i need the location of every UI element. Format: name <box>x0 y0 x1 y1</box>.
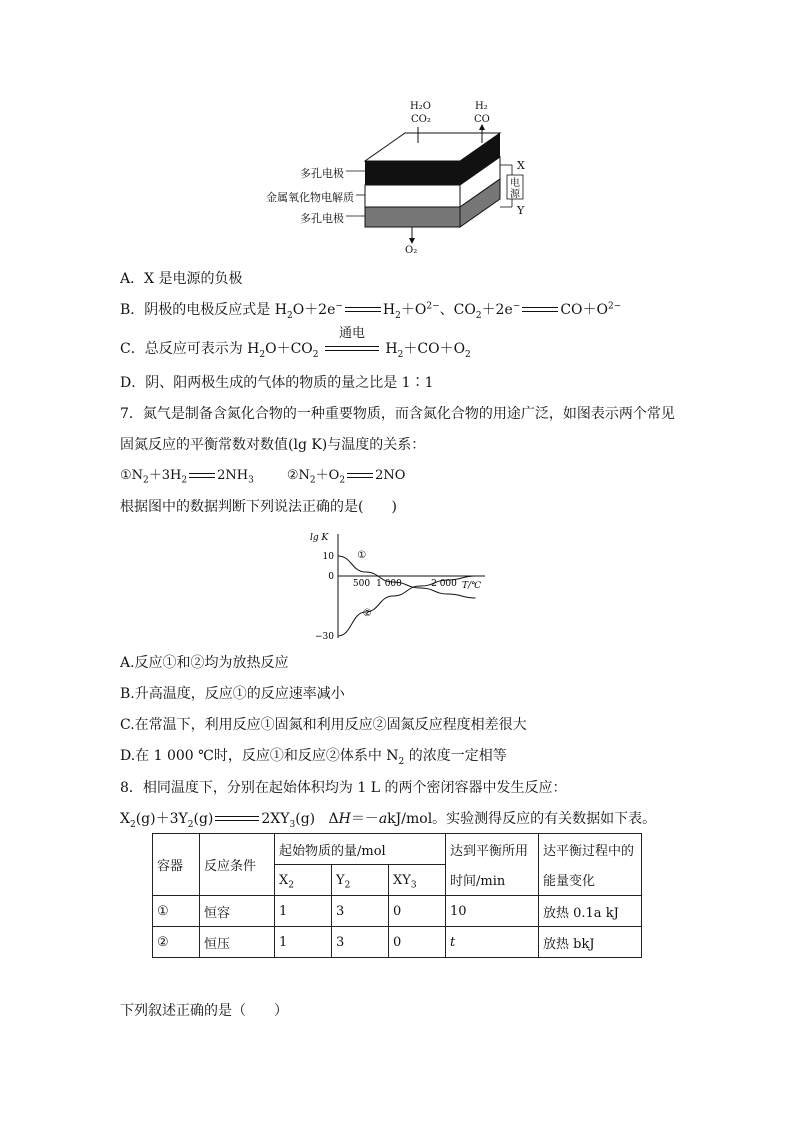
label-y: Y <box>517 204 525 217</box>
label-electrolyte: 金属氧化物电解质 <box>266 191 354 204</box>
table-row <box>153 896 642 927</box>
x-tick-label: 500 <box>352 579 371 589</box>
x-tick-label: 2 000 <box>431 579 457 589</box>
q6-option-d: D．阴、阳两极生成的气体的物质的量之比是 1∶1 <box>120 375 434 391</box>
table-header-time2: 时间/min <box>446 865 539 896</box>
q7-option-a: A.反应①和②均为放热反应 <box>120 655 289 671</box>
series-label-1: ① <box>357 550 367 561</box>
table-cell: 放热 bkJ <box>539 927 642 958</box>
table-header-xy3: $XY_3$ <box>389 865 446 896</box>
table-cell: 0 <box>389 896 446 927</box>
q8-question: 下列叙述正确的是（ ） <box>120 1003 288 1019</box>
q7-option-d: D.在 1 000 ℃时，反应①和反应②体系中 $N_2$ 的浓度一定相等 <box>120 748 507 767</box>
table-cell: ① <box>153 896 200 927</box>
table-header-start-amount: 起始物质的量/mol <box>275 834 446 865</box>
table-cell: 1 <box>275 927 332 958</box>
q7-option-c: C.在常温下，利用反应①固氮和利用反应②固氮反应程度相差很大 <box>120 717 527 733</box>
table-row <box>153 927 642 958</box>
label-x: X <box>517 159 525 172</box>
table-header-y2: $Y_2$ <box>332 865 389 896</box>
table-cell: ② <box>153 927 200 958</box>
table-cell: 恒容 <box>200 896 275 927</box>
table-cell: t <box>446 927 539 958</box>
q6-option-b: B．阴极的电极反应式是 $H_2O+2e^-$ $H_2+O^{2-}$、$CO_2+2e^-$ $CO+O^{2-}$ <box>120 301 622 321</box>
label-porous-electrode-top: 多孔电极 <box>300 167 344 180</box>
q8-stem: 8．相同温度下，分别在起始体积均为 1 L 的两个密闭容器中发生反应： <box>120 780 567 796</box>
y-tick-label: 0 <box>328 572 334 582</box>
x-tick-label: 1 000 <box>376 579 402 589</box>
table-header-time1: 达到平衡所用 <box>446 834 539 865</box>
table-header-energy2: 能量变化 <box>539 865 642 896</box>
table-cell: 0 <box>389 927 446 958</box>
label-power-source: 电源 <box>510 178 520 200</box>
table-header-energy1: 达平衡过程中的 <box>539 834 642 865</box>
q7-option-b: B.升高温度，反应①的反应速率减小 <box>120 686 345 702</box>
q7-reactions: $①N_2+3H_2$ $2NH_3$ $②N_2+O_2$ 2NO <box>120 468 406 486</box>
x-axis-label: T/℃ <box>462 581 482 591</box>
q7-question: 根据图中的数据判断下列说法正确的是( ) <box>120 499 397 515</box>
series-line-1 <box>338 556 476 598</box>
table-cell: 10 <box>446 896 539 927</box>
q7-stem-line1: 7．氮气是制备含氮化合物的一种重要物质，而含氮化合物的用途广泛，如图表示两个常见 <box>120 406 675 422</box>
lgk-temperature-chart <box>300 528 500 646</box>
q7-stem-line2: 固氮反应的平衡常数对数值(lg K)与温度的关系： <box>120 437 426 453</box>
label-o2: O₂ <box>405 245 418 256</box>
table-cell: 恒压 <box>200 927 275 958</box>
label-porous-electrode-bottom: 多孔电极 <box>300 212 344 225</box>
table-cell: 3 <box>332 927 389 958</box>
experiment-data-table <box>152 833 642 958</box>
label-h2o: H₂O <box>410 101 431 112</box>
y-axis-label: lg K <box>310 533 329 543</box>
table-header-x2: $X_2$ <box>275 865 332 896</box>
table-cell: 3 <box>332 896 389 927</box>
label-co2: CO₂ <box>411 114 431 125</box>
series-label-2: ② <box>362 608 372 619</box>
electrolysis-condition: 通电 <box>338 326 365 341</box>
y-tick-label: 10 <box>322 552 334 562</box>
table-header-container: 容器 <box>153 834 200 896</box>
q8-equation: $X_2(g)+3Y_2(g)$ $2XY_3(g)$ ΔH＝－akJ/mol。实验测得反应的有关数据如下表。 <box>120 811 657 830</box>
table-header-condition: 反应条件 <box>200 834 275 896</box>
label-co: CO <box>474 114 490 125</box>
q6-option-a: A．X 是电源的负极 <box>120 271 243 287</box>
label-h2: H₂ <box>475 101 488 112</box>
y-tick-label: −30 <box>315 632 334 642</box>
table-cell: 放热 0.1a kJ <box>539 896 642 927</box>
q6-option-c: C．总反应可表示为 $H_2O+CO_2$ 通电 $H_2+CO+O_2$ <box>120 326 471 360</box>
table-cell: 1 <box>275 896 332 927</box>
